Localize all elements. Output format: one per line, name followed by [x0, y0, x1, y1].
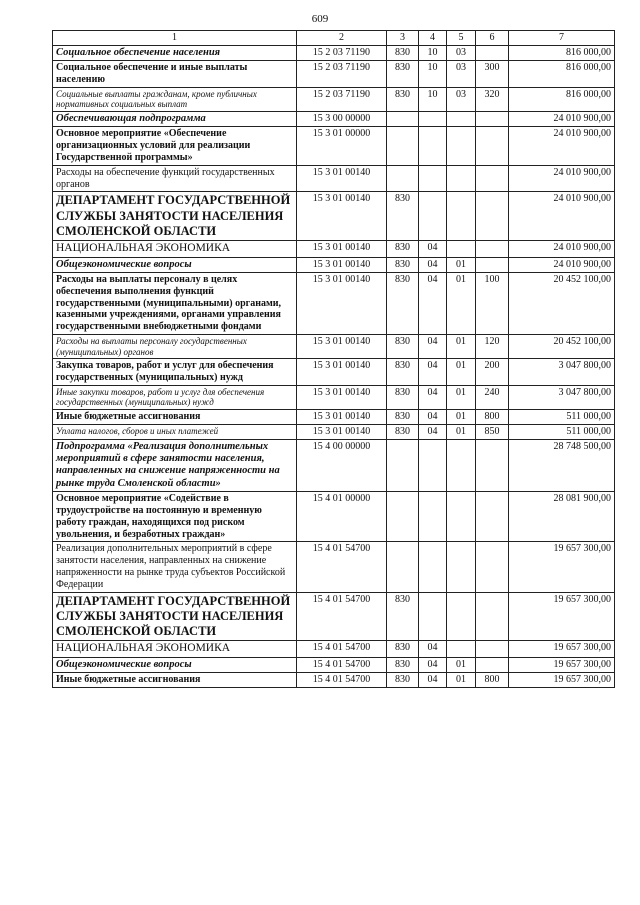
ministry-code: 830	[387, 257, 419, 272]
section-code: 04	[419, 359, 447, 386]
item-name: Общеэкономические вопросы	[53, 257, 297, 272]
table-row	[53, 410, 615, 425]
section-code: 04	[419, 257, 447, 272]
table-row	[53, 45, 615, 60]
item-name: Иные закупки товаров, работ и услуг для обеспечения государственных (муниципальных) нужд	[53, 385, 297, 409]
item-name: Уплата налогов, сборов и иных платежей	[53, 424, 297, 439]
amount: 816 000,00	[509, 87, 615, 111]
header-row	[53, 31, 615, 46]
table-row	[53, 61, 615, 88]
expense-type-code	[476, 165, 509, 192]
item-name: Социальные выплаты гражданам, кроме публичных нормативных социальных выплат	[53, 87, 297, 111]
amount: 511 000,00	[509, 410, 615, 425]
amount: 19 657 300,00	[509, 641, 615, 658]
item-name: НАЦИОНАЛЬНАЯ ЭКОНОМИКА	[53, 641, 297, 658]
amount: 28 748 500,00	[509, 439, 615, 492]
amount: 20 452 100,00	[509, 335, 615, 359]
section-code	[419, 111, 447, 126]
subsection-code	[447, 165, 476, 192]
target-article-code: 15 4 01 54700	[297, 542, 387, 592]
amount: 24 010 900,00	[509, 127, 615, 165]
table-row	[53, 592, 615, 641]
expense-type-code: 850	[476, 424, 509, 439]
ministry-code: 830	[387, 359, 419, 386]
target-article-code: 15 4 01 54700	[297, 673, 387, 688]
expense-type-code: 200	[476, 359, 509, 386]
item-name: Закупка товаров, работ и услуг для обеспечения государственных (муниципальных) нужд	[53, 359, 297, 386]
amount: 19 657 300,00	[509, 592, 615, 641]
table-row	[53, 439, 615, 492]
expense-type-code	[476, 241, 509, 258]
header-cell: 1	[53, 31, 297, 46]
target-article-code: 15 3 01 00140	[297, 257, 387, 272]
subsection-code	[447, 492, 476, 542]
budget-table	[52, 30, 615, 688]
section-code: 04	[419, 273, 447, 335]
ministry-code: 830	[387, 385, 419, 409]
amount: 24 010 900,00	[509, 111, 615, 126]
section-code: 04	[419, 410, 447, 425]
amount: 24 010 900,00	[509, 241, 615, 258]
expense-type-code	[476, 542, 509, 592]
amount: 816 000,00	[509, 45, 615, 60]
header-cell: 2	[297, 31, 387, 46]
item-name: Иные бюджетные ассигнования	[53, 673, 297, 688]
amount: 24 010 900,00	[509, 257, 615, 272]
amount: 3 047 800,00	[509, 359, 615, 386]
expense-type-code	[476, 45, 509, 60]
table-row	[53, 87, 615, 111]
amount: 24 010 900,00	[509, 192, 615, 241]
subsection-code	[447, 111, 476, 126]
section-code: 10	[419, 87, 447, 111]
header-cell: 6	[476, 31, 509, 46]
expense-type-code	[476, 439, 509, 492]
table-row	[53, 424, 615, 439]
item-name: Подпрограмма «Реализация дополнительных мероприятий в сфере занятости населения, направленных на снижение напряженности на рынке труда Смоленской области»	[53, 439, 297, 492]
table-row	[53, 492, 615, 542]
table-row	[53, 359, 615, 386]
section-code	[419, 592, 447, 641]
amount: 19 657 300,00	[509, 673, 615, 688]
item-name: Расходы на выплаты персоналу в целях обеспечения выполнения функций государственными (муниципальными) органами, казенными учреждениями, органами управления государственными внебюджетными фондами	[53, 273, 297, 335]
amount: 511 000,00	[509, 424, 615, 439]
ministry-code	[387, 111, 419, 126]
amount: 24 010 900,00	[509, 165, 615, 192]
target-article-code: 15 2 03 71190	[297, 87, 387, 111]
section-code: 04	[419, 641, 447, 658]
expense-type-code: 800	[476, 673, 509, 688]
ministry-code: 830	[387, 87, 419, 111]
table-row	[53, 657, 615, 672]
section-code: 04	[419, 424, 447, 439]
item-name: Основное мероприятие «Обеспечение организационных условий для реализации Государственной программы»	[53, 127, 297, 165]
target-article-code: 15 3 01 00140	[297, 165, 387, 192]
table-row	[53, 192, 615, 241]
expense-type-code	[476, 657, 509, 672]
section-code	[419, 127, 447, 165]
expense-type-code: 300	[476, 61, 509, 88]
target-article-code: 15 4 01 00000	[297, 492, 387, 542]
amount: 28 081 900,00	[509, 492, 615, 542]
item-name: Общеэкономические вопросы	[53, 657, 297, 672]
expense-type-code	[476, 111, 509, 126]
section-code: 04	[419, 673, 447, 688]
expense-type-code	[476, 641, 509, 658]
subsection-code: 03	[447, 87, 476, 111]
subsection-code	[447, 641, 476, 658]
table-row	[53, 385, 615, 409]
target-article-code: 15 3 01 00140	[297, 359, 387, 386]
header-cell: 4	[419, 31, 447, 46]
subsection-code: 01	[447, 657, 476, 672]
table-row	[53, 127, 615, 165]
subsection-code: 01	[447, 410, 476, 425]
expense-type-code: 800	[476, 410, 509, 425]
table-row	[53, 641, 615, 658]
target-article-code: 15 2 03 71190	[297, 61, 387, 88]
expense-type-code	[476, 492, 509, 542]
ministry-code: 830	[387, 45, 419, 60]
subsection-code	[447, 241, 476, 258]
section-code: 04	[419, 385, 447, 409]
item-name: Социальное обеспечение населения	[53, 45, 297, 60]
subsection-code: 01	[447, 424, 476, 439]
item-name: Основное мероприятие «Содействие в трудоустройстве на постоянную и временную работу граждан, находящихся под риском увольнения, и безработных граждан»	[53, 492, 297, 542]
subsection-code: 01	[447, 673, 476, 688]
target-article-code: 15 2 03 71190	[297, 45, 387, 60]
subsection-code: 01	[447, 359, 476, 386]
expense-type-code	[476, 192, 509, 241]
table-row	[53, 335, 615, 359]
item-name: ДЕПАРТАМЕНТ ГОСУДАРСТВЕННОЙ СЛУЖБЫ ЗАНЯТОСТИ НАСЕЛЕНИЯ СМОЛЕНСКОЙ ОБЛАСТИ	[53, 592, 297, 641]
ministry-code: 830	[387, 673, 419, 688]
target-article-code: 15 3 01 00140	[297, 335, 387, 359]
target-article-code: 15 4 00 00000	[297, 439, 387, 492]
subsection-code: 01	[447, 273, 476, 335]
table-row	[53, 542, 615, 592]
subsection-code	[447, 439, 476, 492]
subsection-code	[447, 192, 476, 241]
section-code	[419, 192, 447, 241]
item-name: НАЦИОНАЛЬНАЯ ЭКОНОМИКА	[53, 241, 297, 258]
subsection-code: 03	[447, 45, 476, 60]
expense-type-code: 320	[476, 87, 509, 111]
ministry-code	[387, 127, 419, 165]
subsection-code	[447, 542, 476, 592]
section-code: 04	[419, 241, 447, 258]
amount: 20 452 100,00	[509, 273, 615, 335]
table-row	[53, 273, 615, 335]
item-name: Социальное обеспечение и иные выплаты населению	[53, 61, 297, 88]
ministry-code: 830	[387, 410, 419, 425]
item-name: Расходы на выплаты персоналу государственных (муниципальных) органов	[53, 335, 297, 359]
ministry-code: 830	[387, 241, 419, 258]
ministry-code: 830	[387, 424, 419, 439]
section-code: 04	[419, 335, 447, 359]
expense-type-code	[476, 592, 509, 641]
expense-type-code	[476, 257, 509, 272]
target-article-code: 15 3 01 00000	[297, 127, 387, 165]
expense-type-code: 240	[476, 385, 509, 409]
target-article-code: 15 3 01 00140	[297, 385, 387, 409]
ministry-code: 830	[387, 657, 419, 672]
header-cell: 3	[387, 31, 419, 46]
target-article-code: 15 3 01 00140	[297, 424, 387, 439]
table-row	[53, 257, 615, 272]
ministry-code: 830	[387, 335, 419, 359]
subsection-code: 03	[447, 61, 476, 88]
target-article-code: 15 3 01 00140	[297, 241, 387, 258]
header-cell: 7	[509, 31, 615, 46]
target-article-code: 15 3 00 00000	[297, 111, 387, 126]
subsection-code	[447, 592, 476, 641]
amount: 19 657 300,00	[509, 542, 615, 592]
target-article-code: 15 3 01 00140	[297, 273, 387, 335]
subsection-code: 01	[447, 335, 476, 359]
subsection-code	[447, 127, 476, 165]
target-article-code: 15 4 01 54700	[297, 592, 387, 641]
expense-type-code	[476, 127, 509, 165]
expense-type-code: 120	[476, 335, 509, 359]
section-code	[419, 165, 447, 192]
section-code	[419, 439, 447, 492]
section-code: 10	[419, 45, 447, 60]
item-name: Иные бюджетные ассигнования	[53, 410, 297, 425]
ministry-code	[387, 542, 419, 592]
ministry-code: 830	[387, 273, 419, 335]
section-code: 04	[419, 657, 447, 672]
table-row	[53, 111, 615, 126]
table-row	[53, 165, 615, 192]
header-cell: 5	[447, 31, 476, 46]
ministry-code	[387, 165, 419, 192]
item-name: Обеспечивающая подпрограмма	[53, 111, 297, 126]
ministry-code: 830	[387, 592, 419, 641]
section-code	[419, 492, 447, 542]
target-article-code: 15 4 01 54700	[297, 641, 387, 658]
table-row	[53, 673, 615, 688]
ministry-code: 830	[387, 641, 419, 658]
table-row	[53, 241, 615, 258]
ministry-code: 830	[387, 61, 419, 88]
item-name: Расходы на обеспечение функций государственных органов	[53, 165, 297, 192]
subsection-code: 01	[447, 385, 476, 409]
expense-type-code: 100	[476, 273, 509, 335]
page-number: 609	[311, 13, 329, 25]
ministry-code: 830	[387, 192, 419, 241]
ministry-code	[387, 439, 419, 492]
amount: 3 047 800,00	[509, 385, 615, 409]
section-code	[419, 542, 447, 592]
item-name: ДЕПАРТАМЕНТ ГОСУДАРСТВЕННОЙ СЛУЖБЫ ЗАНЯТОСТИ НАСЕЛЕНИЯ СМОЛЕНСКОЙ ОБЛАСТИ	[53, 192, 297, 241]
amount: 816 000,00	[509, 61, 615, 88]
item-name: Реализация дополнительных мероприятий в сфере занятости населения, направленных на снижение напряженности на рынке труда субъектов Российской Федерации	[53, 542, 297, 592]
amount: 19 657 300,00	[509, 657, 615, 672]
section-code: 10	[419, 61, 447, 88]
target-article-code: 15 3 01 00140	[297, 410, 387, 425]
subsection-code: 01	[447, 257, 476, 272]
target-article-code: 15 3 01 00140	[297, 192, 387, 241]
target-article-code: 15 4 01 54700	[297, 657, 387, 672]
ministry-code	[387, 492, 419, 542]
